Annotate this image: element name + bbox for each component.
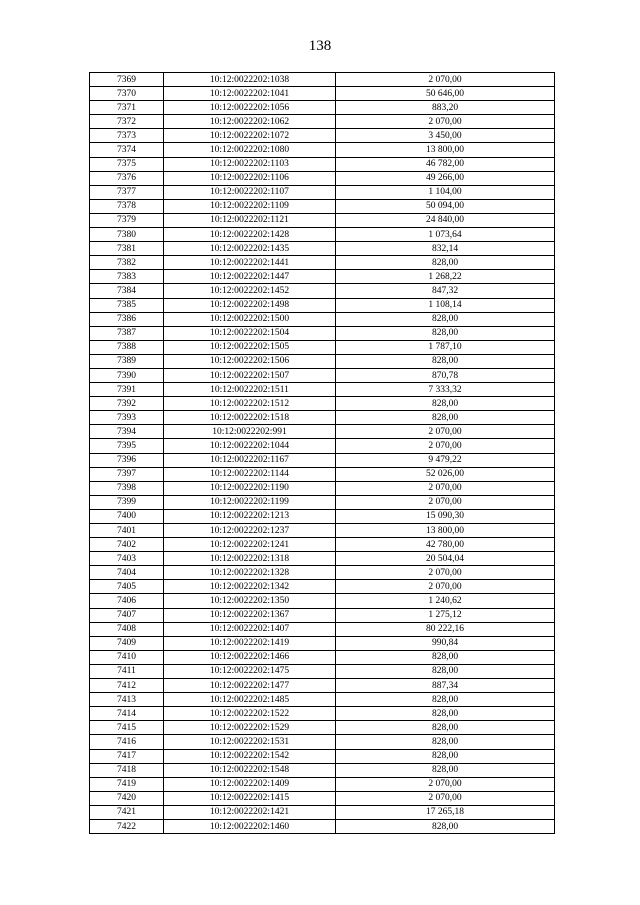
table-row	[90, 467, 555, 481]
table-row	[90, 707, 555, 721]
row-number-cell: 7387	[90, 326, 164, 340]
row-number-cell: 7379	[90, 213, 164, 227]
amount-cell: 828,00	[336, 693, 555, 707]
cadastral-number-cell: 10:12:0022202:1106	[164, 171, 336, 185]
row-number-cell: 7397	[90, 467, 164, 481]
amount-cell: 828,00	[336, 650, 555, 664]
table-row	[90, 129, 555, 143]
cadastral-number-cell: 10:12:0022202:1190	[164, 481, 336, 495]
cadastral-number-cell: 10:12:0022202:1107	[164, 185, 336, 199]
row-number-cell: 7376	[90, 171, 164, 185]
row-number-cell: 7405	[90, 580, 164, 594]
registry-table-body	[90, 73, 555, 834]
row-number-cell: 7378	[90, 199, 164, 213]
table-row	[90, 608, 555, 622]
row-number-cell: 7413	[90, 693, 164, 707]
amount-cell: 2 070,00	[336, 791, 555, 805]
cadastral-number-cell: 10:12:0022202:1056	[164, 101, 336, 115]
row-number-cell: 7370	[90, 87, 164, 101]
cadastral-number-cell: 10:12:0022202:1080	[164, 143, 336, 157]
row-number-cell: 7412	[90, 679, 164, 693]
amount-cell: 13 800,00	[336, 524, 555, 538]
row-number-cell: 7393	[90, 411, 164, 425]
row-number-cell: 7395	[90, 439, 164, 453]
cadastral-number-cell: 10:12:0022202:1350	[164, 594, 336, 608]
cadastral-number-cell: 10:12:0022202:1428	[164, 228, 336, 242]
cadastral-number-cell: 10:12:0022202:1500	[164, 312, 336, 326]
amount-cell: 2 070,00	[336, 115, 555, 129]
amount-cell: 1 787,10	[336, 340, 555, 354]
table-row	[90, 213, 555, 227]
cadastral-number-cell: 10:12:0022202:1548	[164, 763, 336, 777]
table-row	[90, 777, 555, 791]
amount-cell: 2 070,00	[336, 73, 555, 87]
row-number-cell: 7417	[90, 749, 164, 763]
table-row	[90, 805, 555, 819]
table-row	[90, 679, 555, 693]
amount-cell: 828,00	[336, 664, 555, 678]
cadastral-number-cell: 10:12:0022202:1109	[164, 199, 336, 213]
cadastral-number-cell: 10:12:0022202:1421	[164, 805, 336, 819]
row-number-cell: 7407	[90, 608, 164, 622]
table-row	[90, 439, 555, 453]
cadastral-number-cell: 10:12:0022202:1466	[164, 650, 336, 664]
amount-cell: 2 070,00	[336, 425, 555, 439]
cadastral-number-cell: 10:12:0022202:1529	[164, 721, 336, 735]
row-number-cell: 7408	[90, 622, 164, 636]
page-number: 138	[308, 38, 332, 54]
cadastral-number-cell: 10:12:0022202:1504	[164, 326, 336, 340]
table-row	[90, 566, 555, 580]
amount-cell: 2 070,00	[336, 439, 555, 453]
table-row	[90, 270, 555, 284]
cadastral-number-cell: 10:12:0022202:1511	[164, 383, 336, 397]
row-number-cell: 7392	[90, 397, 164, 411]
cadastral-number-cell: 10:12:0022202:1213	[164, 509, 336, 523]
amount-cell: 2 070,00	[336, 580, 555, 594]
amount-cell: 828,00	[336, 312, 555, 326]
amount-cell: 828,00	[336, 326, 555, 340]
row-number-cell: 7372	[90, 115, 164, 129]
amount-cell: 2 070,00	[336, 495, 555, 509]
cadastral-number-cell: 10:12:0022202:1038	[164, 73, 336, 87]
cadastral-number-cell: 10:12:0022202:1062	[164, 115, 336, 129]
table-row	[90, 101, 555, 115]
cadastral-number-cell: 10:12:0022202:1407	[164, 622, 336, 636]
row-number-cell: 7398	[90, 481, 164, 495]
table-row	[90, 495, 555, 509]
amount-cell: 46 782,00	[336, 157, 555, 171]
amount-cell: 828,00	[336, 721, 555, 735]
row-number-cell: 7399	[90, 495, 164, 509]
cadastral-number-cell: 10:12:0022202:1419	[164, 636, 336, 650]
table-row	[90, 481, 555, 495]
amount-cell: 20 504,04	[336, 552, 555, 566]
cadastral-number-cell: 10:12:0022202:1475	[164, 664, 336, 678]
cadastral-number-cell: 10:12:0022202:1318	[164, 552, 336, 566]
cadastral-number-cell: 10:12:0022202:1542	[164, 749, 336, 763]
table-row	[90, 580, 555, 594]
cadastral-number-cell: 10:12:0022202:1328	[164, 566, 336, 580]
table-row	[90, 185, 555, 199]
amount-cell: 828,00	[336, 819, 555, 833]
table-row	[90, 763, 555, 777]
table-row	[90, 411, 555, 425]
table-row	[90, 425, 555, 439]
cadastral-number-cell: 10:12:0022202:1237	[164, 524, 336, 538]
row-number-cell: 7418	[90, 763, 164, 777]
amount-cell: 2 070,00	[336, 481, 555, 495]
amount-cell: 80 222,16	[336, 622, 555, 636]
row-number-cell: 7371	[90, 101, 164, 115]
amount-cell: 887,34	[336, 679, 555, 693]
row-number-cell: 7420	[90, 791, 164, 805]
row-number-cell: 7401	[90, 524, 164, 538]
row-number-cell: 7415	[90, 721, 164, 735]
cadastral-number-cell: 10:12:0022202:1498	[164, 298, 336, 312]
table-row	[90, 340, 555, 354]
table-row	[90, 368, 555, 382]
row-number-cell: 7416	[90, 735, 164, 749]
row-number-cell: 7403	[90, 552, 164, 566]
cadastral-number-cell: 10:12:0022202:1507	[164, 368, 336, 382]
cadastral-number-cell: 10:12:0022202:1435	[164, 242, 336, 256]
row-number-cell: 7419	[90, 777, 164, 791]
table-row	[90, 538, 555, 552]
table-row	[90, 509, 555, 523]
table-row	[90, 242, 555, 256]
row-number-cell: 7385	[90, 298, 164, 312]
row-number-cell: 7381	[90, 242, 164, 256]
row-number-cell: 7375	[90, 157, 164, 171]
cadastral-number-cell: 10:12:0022202:1103	[164, 157, 336, 171]
row-number-cell: 7369	[90, 73, 164, 87]
amount-cell: 15 090,30	[336, 509, 555, 523]
row-number-cell: 7410	[90, 650, 164, 664]
amount-cell: 2 070,00	[336, 566, 555, 580]
cadastral-number-cell: 10:12:0022202:1367	[164, 608, 336, 622]
amount-cell: 828,00	[336, 749, 555, 763]
cadastral-number-cell: 10:12:0022202:1167	[164, 453, 336, 467]
row-number-cell: 7411	[90, 664, 164, 678]
cadastral-number-cell: 10:12:0022202:1512	[164, 397, 336, 411]
row-number-cell: 7402	[90, 538, 164, 552]
row-number-cell: 7374	[90, 143, 164, 157]
cadastral-number-cell: 10:12:0022202:1342	[164, 580, 336, 594]
amount-cell: 883,20	[336, 101, 555, 115]
amount-cell: 24 840,00	[336, 213, 555, 227]
table-row	[90, 650, 555, 664]
table-row	[90, 819, 555, 833]
amount-cell: 3 450,00	[336, 129, 555, 143]
table-row	[90, 171, 555, 185]
table-row	[90, 256, 555, 270]
cadastral-number-cell: 10:12:0022202:1447	[164, 270, 336, 284]
row-number-cell: 7389	[90, 354, 164, 368]
row-number-cell: 7386	[90, 312, 164, 326]
amount-cell: 17 265,18	[336, 805, 555, 819]
cadastral-number-cell: 10:12:0022202:1531	[164, 735, 336, 749]
row-number-cell: 7383	[90, 270, 164, 284]
cadastral-number-cell: 10:12:0022202:1072	[164, 129, 336, 143]
table-row	[90, 622, 555, 636]
amount-cell: 1 275,12	[336, 608, 555, 622]
row-number-cell: 7388	[90, 340, 164, 354]
table-row	[90, 721, 555, 735]
row-number-cell: 7382	[90, 256, 164, 270]
amount-cell: 1 073,64	[336, 228, 555, 242]
table-row	[90, 199, 555, 213]
cadastral-number-cell: 10:12:0022202:1044	[164, 439, 336, 453]
table-row	[90, 383, 555, 397]
cadastral-number-cell: 10:12:0022202:991	[164, 425, 336, 439]
table-row	[90, 453, 555, 467]
cadastral-number-cell: 10:12:0022202:1452	[164, 284, 336, 298]
row-number-cell: 7380	[90, 228, 164, 242]
row-number-cell: 7409	[90, 636, 164, 650]
amount-cell: 7 333,32	[336, 383, 555, 397]
row-number-cell: 7421	[90, 805, 164, 819]
table-row	[90, 354, 555, 368]
cadastral-number-cell: 10:12:0022202:1199	[164, 495, 336, 509]
cadastral-number-cell: 10:12:0022202:1121	[164, 213, 336, 227]
table-row	[90, 693, 555, 707]
row-number-cell: 7414	[90, 707, 164, 721]
cadastral-number-cell: 10:12:0022202:1409	[164, 777, 336, 791]
table-row	[90, 735, 555, 749]
amount-cell: 847,32	[336, 284, 555, 298]
row-number-cell: 7377	[90, 185, 164, 199]
amount-cell: 2 070,00	[336, 777, 555, 791]
table-row	[90, 791, 555, 805]
table-row	[90, 115, 555, 129]
row-number-cell: 7384	[90, 284, 164, 298]
amount-cell: 13 800,00	[336, 143, 555, 157]
amount-cell: 828,00	[336, 397, 555, 411]
amount-cell: 870,78	[336, 368, 555, 382]
cadastral-number-cell: 10:12:0022202:1041	[164, 87, 336, 101]
table-row	[90, 73, 555, 87]
table-row	[90, 228, 555, 242]
row-number-cell: 7373	[90, 129, 164, 143]
cadastral-number-cell: 10:12:0022202:1506	[164, 354, 336, 368]
amount-cell: 990,84	[336, 636, 555, 650]
amount-cell: 52 026,00	[336, 467, 555, 481]
amount-cell: 828,00	[336, 735, 555, 749]
cadastral-number-cell: 10:12:0022202:1415	[164, 791, 336, 805]
row-number-cell: 7391	[90, 383, 164, 397]
table-row	[90, 326, 555, 340]
amount-cell: 42 780,00	[336, 538, 555, 552]
row-number-cell: 7404	[90, 566, 164, 580]
row-number-cell: 7390	[90, 368, 164, 382]
cadastral-number-cell: 10:12:0022202:1441	[164, 256, 336, 270]
registry-table	[89, 72, 555, 834]
cadastral-number-cell: 10:12:0022202:1518	[164, 411, 336, 425]
amount-cell: 1 108,14	[336, 298, 555, 312]
cadastral-number-cell: 10:12:0022202:1522	[164, 707, 336, 721]
cadastral-number-cell: 10:12:0022202:1144	[164, 467, 336, 481]
table-row	[90, 397, 555, 411]
table-row	[90, 594, 555, 608]
amount-cell: 828,00	[336, 256, 555, 270]
amount-cell: 9 479,22	[336, 453, 555, 467]
cadastral-number-cell: 10:12:0022202:1505	[164, 340, 336, 354]
amount-cell: 50 094,00	[336, 199, 555, 213]
amount-cell: 828,00	[336, 763, 555, 777]
row-number-cell: 7394	[90, 425, 164, 439]
cadastral-number-cell: 10:12:0022202:1460	[164, 819, 336, 833]
amount-cell: 832,14	[336, 242, 555, 256]
row-number-cell: 7400	[90, 509, 164, 523]
amount-cell: 828,00	[336, 411, 555, 425]
amount-cell: 50 646,00	[336, 87, 555, 101]
table-row	[90, 552, 555, 566]
table-row	[90, 524, 555, 538]
cadastral-number-cell: 10:12:0022202:1241	[164, 538, 336, 552]
amount-cell: 1 268,22	[336, 270, 555, 284]
amount-cell: 828,00	[336, 354, 555, 368]
table-row	[90, 298, 555, 312]
table-row	[90, 143, 555, 157]
cadastral-number-cell: 10:12:0022202:1477	[164, 679, 336, 693]
amount-cell: 1 104,00	[336, 185, 555, 199]
table-row	[90, 749, 555, 763]
amount-cell: 1 240,62	[336, 594, 555, 608]
amount-cell: 49 266,00	[336, 171, 555, 185]
table-row	[90, 312, 555, 326]
table-row	[90, 157, 555, 171]
table-row	[90, 87, 555, 101]
amount-cell: 828,00	[336, 707, 555, 721]
table-row	[90, 636, 555, 650]
cadastral-number-cell: 10:12:0022202:1485	[164, 693, 336, 707]
row-number-cell: 7422	[90, 819, 164, 833]
row-number-cell: 7406	[90, 594, 164, 608]
table-row	[90, 284, 555, 298]
table-row	[90, 664, 555, 678]
row-number-cell: 7396	[90, 453, 164, 467]
